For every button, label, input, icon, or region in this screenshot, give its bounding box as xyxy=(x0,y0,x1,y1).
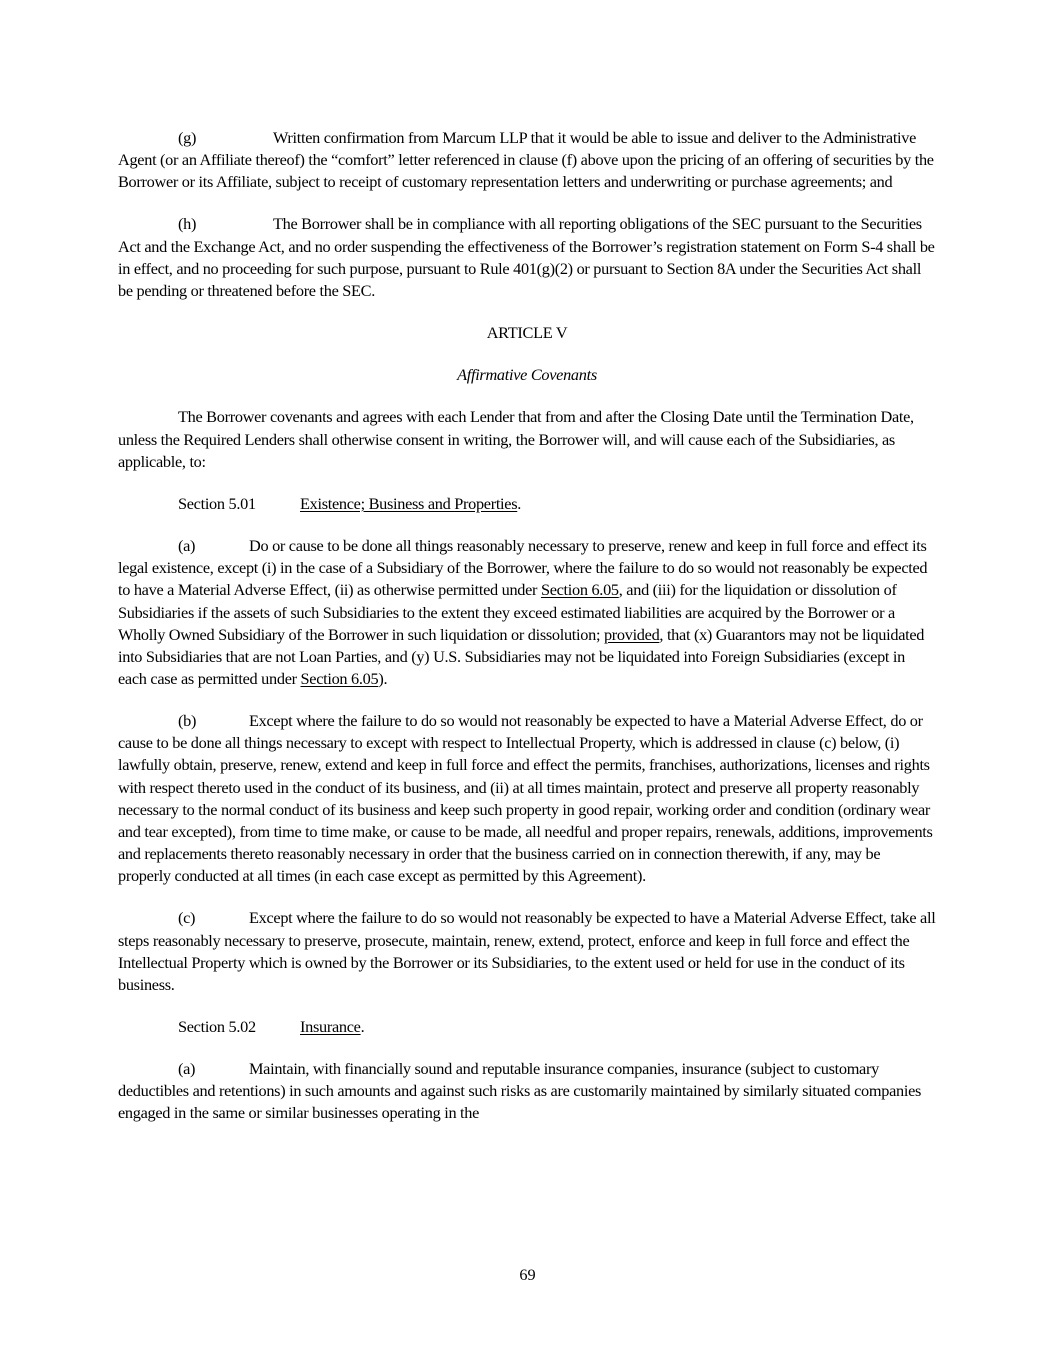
text-run: The Borrower covenants and agrees with each Lender that from and after the Closing Date until the Termination Date, unless the Required Lenders shall otherwise consent in writing, the Borrower will, and will cause each of the Subsidiaries, as applicable, to: xyxy=(118,407,914,471)
section-heading xyxy=(118,493,936,515)
article-subheading: Affirmative Covenants xyxy=(457,365,597,385)
paragraph xyxy=(118,127,936,193)
paragraph-label: (b) xyxy=(178,711,197,731)
text-run: The Borrower shall be in compliance with all reporting obligations of the SEC pursuant to the Securities Act and the Exchange Act, and no order suspending the effectiveness of the Borrower’s registration statement on Form S-4 shall be in effect, and no proceeding for such purpose, pursuant to Rule 401(g)(2) or pursuant to Section 8A under the Securities Act shall be pending or threatened before the SEC. xyxy=(118,214,935,300)
article-heading: ARTICLE V xyxy=(486,323,568,343)
paragraph xyxy=(118,406,936,472)
paragraph-label: (c) xyxy=(178,908,196,928)
text-run: Except where the failure to do so would not reasonably be expected to have a Material Adverse Effect, do or cause to be done all things necessary to except with respect to Intellectual Property, which is addressed in clause (c) below, (i) lawfully obtain, preserve, renew, extend and keep in full force and effect the permits, franchises, authorizations, licenses and rights with respect thereto used in the conduct of its business, and (ii) at all times maintain, protect and preserve all property reasonably necessary to the normal conduct of its business and keep such property in good repair, working order and condition (ordinary wear and tear excepted), from time to time make, or cause to be made, all needful and proper repairs, renewals, additions, improvements and replacements thereto reasonably necessary in order that the business carried on in connection therewith, if any, may be properly conducted at all times (in each case except as permitted by this Agreement). xyxy=(118,711,933,886)
text-run: , that (x) Guarantors may not be liquidated into Subsidiaries that are not Loan Parties, and (y) U.S. Subsidiaries may not be liquidated into Foreign Subsidiaries (except in each case as permitted under xyxy=(118,624,925,688)
section-title: Existence; Business and Properties xyxy=(300,493,518,513)
document-body xyxy=(118,127,936,1145)
text-run: Section 6.05 xyxy=(540,580,619,600)
section-heading xyxy=(118,1016,936,1038)
text-run: ). xyxy=(378,668,388,688)
page-number: 69 xyxy=(519,1265,536,1284)
section-suffix: . xyxy=(517,493,522,513)
section-label: Section 5.02 xyxy=(178,1017,256,1036)
paragraph-label: (g) xyxy=(178,128,197,147)
paragraph xyxy=(118,213,936,302)
text-run: , and (iii) for the liquidation or dissolution of Subsidiaries if the assets of such Subsidiaries to the extent they exceed estimated liabilities are acquired by the Borrower or a Wholly Owned Subsidiary of the Borrower in such liquidation or dissolution; xyxy=(118,580,897,644)
paragraph xyxy=(118,535,936,690)
text-run: Except where the failure to do so would not reasonably be expected to have a Material Adverse Effect, take all steps reasonably necessary to preserve, prosecute, maintain, renew, extend, protect, enforce and keep in full force and effect the Intellectual Property which is owned by the Borrower or its Subsidiaries, to the extent used or held for use in the conduct of its business. xyxy=(118,908,936,994)
text-run: Maintain, with financially sound and reputable insurance companies, insurance (subject to customary deductibles and retentions) in such amounts and against such risks as are customarily maintained by similarly situated companies engaged in the same or similar businesses operating in the xyxy=(118,1059,922,1123)
paragraph xyxy=(118,907,936,996)
paragraph-label: (a) xyxy=(178,1059,196,1079)
text-run: Section 6.05 xyxy=(300,668,379,688)
text-run: Do or cause to be done all things reasonably necessary to preserve, renew and keep in full force and effect its legal existence, except (i) in the case of a Subsidiary of the Borrower, where the failure to do so would not reasonably be expected to have a Material Adverse Effect, (ii) as otherwise permitted under xyxy=(118,536,928,600)
text-run: Written confirmation from Marcum LLP that it would be able to issue and deliver to the Administrative Agent (or an Affiliate thereof) the “comfort” letter referenced in clause (f) above upon the pricing of an offering of securities by the Borrower or its Affiliate, subject to receipt of customary representation letters and underwriting or purchase agreements; and xyxy=(118,128,934,192)
paragraph xyxy=(118,1058,936,1124)
paragraph xyxy=(118,710,936,887)
section-label: Section 5.01 xyxy=(178,493,256,513)
section-title: Insurance xyxy=(300,1017,361,1036)
paragraph-label: (h) xyxy=(178,214,197,234)
section-suffix: . xyxy=(360,1017,365,1036)
text-run: provided xyxy=(603,624,660,644)
paragraph-label: (a) xyxy=(178,536,196,556)
